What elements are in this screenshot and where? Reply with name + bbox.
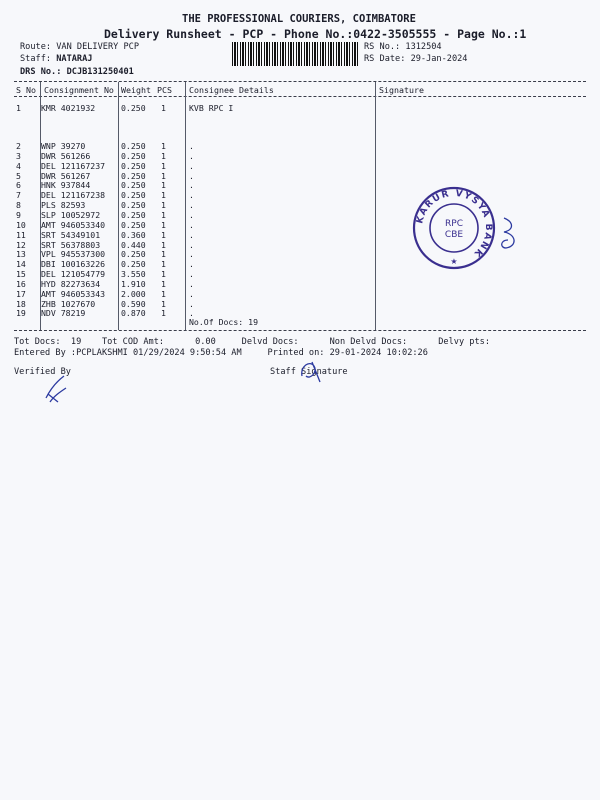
rs-date: RS Date: 29-Jan-2024 [364,54,468,64]
row-sno: 13 [16,249,26,260]
row-consignee: . [189,249,194,260]
row-pcs: 1 [161,190,166,201]
row-consignment-no: DWR 561266 [41,150,91,161]
row-pcs: 1 [161,298,166,309]
entered-by-line: Entered By :PCPLAKSHMI 01/29/2024 9:50:54 AM Printed on: 29-01-2024 10:02:26 [14,348,428,358]
header-bottom-rule [14,96,586,97]
stamp-ring-text: KARUR VYSYA BANK [415,188,494,260]
row-consignment-no: DBI 100163226 [41,259,106,270]
row-pcs: 1 [161,180,166,191]
row-weight: 0.250 [121,200,146,211]
row-consignee: . [189,141,194,151]
col-consignee: Consignee Details [189,85,274,95]
row-sno: 14 [16,259,26,270]
row-sno: 6 [16,180,21,191]
row-pcs: 1 [161,141,166,151]
row-sno: 19 [16,308,26,319]
row-sno: 10 [16,219,26,230]
col-separator [185,82,186,330]
table-bottom-rule [14,330,586,331]
col-signature: Signature [379,85,424,95]
col-separator [118,82,119,330]
row-pcs: 1 [161,259,166,270]
row-consignee: . [189,219,194,230]
barcode [232,42,358,66]
row-pcs: 1 [161,160,166,171]
row-pcs: 1 [161,239,166,250]
row-weight: 0.440 [121,239,146,250]
row-consignment-no: VPL 945537300 [41,249,106,260]
header-top-rule [14,81,586,82]
row-consignee: . [189,278,194,289]
row-weight: 3.550 [121,269,146,280]
verified-signature-mark [40,372,80,406]
bank-stamp [412,186,496,270]
stamp-star: ★ [450,257,458,266]
row-consignee: . [189,259,194,270]
row-pcs: 1 [161,219,166,230]
row-weight: 0.250 [121,249,146,260]
staff-name: NATARAJ [56,54,93,64]
verified-by-label: Verified By [14,367,71,377]
row-weight: 0.360 [121,229,146,240]
row-pcs: 1 [161,150,166,161]
row-sno: 2 [16,141,21,151]
row-weight: 0.250 [121,209,146,220]
row-weight: 0.250 [121,190,146,201]
row-consignment-no: DEL 121167237 [41,160,106,171]
row-consignment-no: SRT 54349101 [41,229,101,240]
row-weight: 0.250 [121,180,146,191]
stamp-line2: CBE [444,230,464,240]
row-consignee: . [189,150,194,161]
row-consignee: . [189,190,194,201]
row-consignee: . [189,229,194,240]
row-consignment-no: WNP 39270 [41,141,86,151]
row-pcs: 1 [161,229,166,240]
row-sno: 18 [16,298,26,309]
row-consignment-no: SLP 10052972 [41,209,101,220]
row-consignee: . [189,269,194,280]
receiver-signature-mark [496,214,522,254]
staff-label: Staff: [20,54,52,64]
row-pcs: 1 [161,269,166,280]
row-sno: 3 [16,150,21,161]
row-weight: 1.910 [121,278,146,289]
row-weight: 0.250 [121,141,146,151]
col-pcs: PCS [157,85,172,95]
row-sno: 8 [16,200,21,211]
row-consignment-no: DWR 561267 [41,170,91,181]
row-consignment-no: AMT 946053340 [41,219,106,230]
row-weight: 0.870 [121,308,146,319]
col-consignment: Consignment No [44,85,114,95]
staff-signature-label: Staff Signature [270,367,348,377]
row-consignee: . [189,239,194,250]
row-consignee: . [189,298,194,309]
row-sno: 7 [16,190,21,201]
row-consignment-no: KMR 4021932 [41,103,96,113]
row-weight: 0.250 [121,150,146,161]
row-sno: 12 [16,239,26,250]
col-sno: S No [16,85,36,95]
row-consignee: . [189,180,194,191]
row-consignment-no: PLS 82593 [41,200,86,211]
drs-line [20,67,134,77]
row-consignee: . [189,200,194,211]
company-title: THE PROFESSIONAL COURIERS, COIMBATORE [182,13,416,25]
drs-label: DRS No.: [20,67,62,77]
row-weight: 0.250 [121,170,146,181]
row-pcs: 1 [161,209,166,220]
staff-line [20,54,92,64]
row-sno: 1 [16,103,21,113]
staff-signature-mark [296,356,330,386]
route-text: Route: VAN DELIVERY PCP [20,42,139,52]
row-consignee: . [189,308,194,319]
row-consignment-no: DEL 121167238 [41,190,106,201]
row-pcs: 1 [161,308,166,319]
row-weight: 0.590 [121,298,146,309]
row-pcs: 1 [161,249,166,260]
row-consignee: . [189,160,194,171]
row-consignee: KVB RPC I [189,103,234,113]
row-consignee: . [189,288,194,299]
row-weight: 0.250 [121,219,146,230]
row-pcs: 1 [161,200,166,211]
row-consignment-no: ZHB 1027670 [41,298,96,309]
row-consignee: . [189,170,194,181]
row-pcs: 1 [161,288,166,299]
row-consignment-no: DEL 121054779 [41,269,106,280]
row-sno: 15 [16,269,26,280]
row-weight: 0.250 [121,160,146,171]
row-sno: 17 [16,288,26,299]
row-consignment-no: HYD 82273634 [41,278,101,289]
drs-number: DCJB131250401 [66,67,134,77]
row-pcs: 1 [161,103,166,113]
row-sno: 16 [16,278,26,289]
row-weight: 0.250 [121,259,146,270]
col-weight: Weight [121,85,151,95]
stamp-line1: RPC [445,219,463,229]
rs-number: RS No.: 1312504 [364,42,442,52]
row-sno: 11 [16,229,26,240]
row-consignee: . [189,209,194,220]
row-consignment-no: SRT 56378803 [41,239,101,250]
col-separator [375,82,376,330]
row-consignment-no: HNK 937844 [41,180,91,191]
row-consignment-no: NDV 78219 [41,308,86,319]
row-sno: 5 [16,170,21,181]
row-pcs: 1 [161,170,166,181]
row-consignment-no: AMT 946053343 [41,288,106,299]
totals-line: Tot Docs: 19 Tot COD Amt: 0.00 Delvd Docs: Non Delvd Docs: Delvy pts: [14,337,490,347]
row-weight: 0.250 [121,103,146,113]
row-sno: 4 [16,160,21,171]
row-weight: 2.000 [121,288,146,299]
no-of-docs: No.Of Docs: 19 [189,317,259,327]
row-sno: 9 [16,209,21,220]
runsheet-subtitle: Delivery Runsheet - PCP - Phone No.:0422-3505555 - Page No.:1 [104,27,527,41]
row-pcs: 1 [161,278,166,289]
